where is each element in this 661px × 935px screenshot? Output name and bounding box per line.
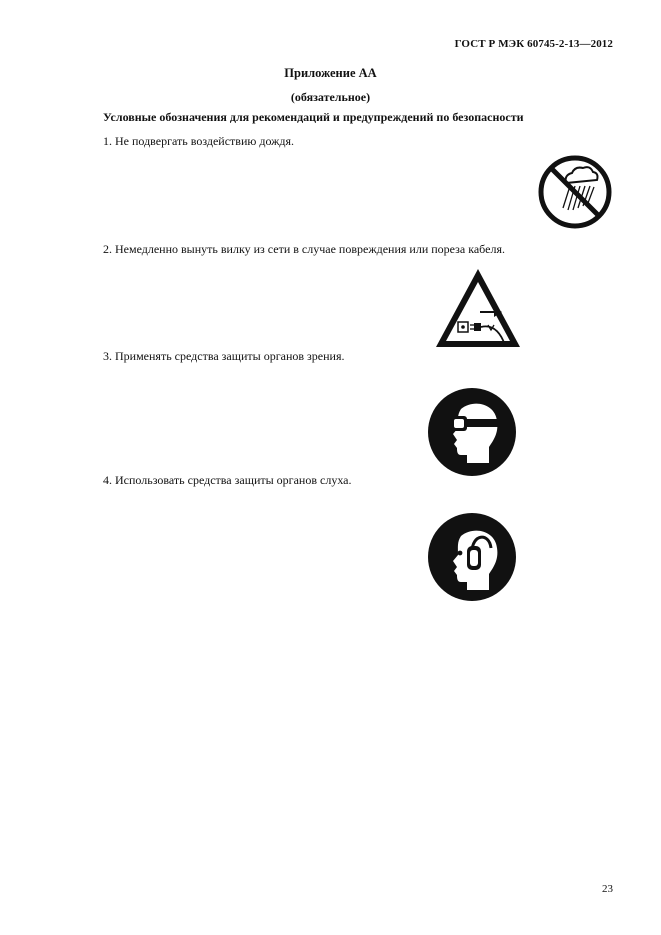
section-heading: Условные обозначения для рекомендаций и предупреждений по безопасности (103, 110, 524, 124)
appendix-subtitle: (обязательное) (290, 90, 371, 104)
unplug-warning-icon (432, 265, 524, 349)
item-2-text: 2. Немедленно вынуть вилку из сети в случае повреждения или пореза кабеля. (103, 242, 505, 256)
item-4-text: 4. Использовать средства защиты органов слуха. (103, 473, 352, 487)
appendix-title: Приложение АА (284, 66, 377, 80)
item-3-text: 3. Применять средства защиты органов зрения. (103, 349, 345, 363)
page-number: 23 (602, 883, 613, 895)
eye-protection-icon (427, 387, 517, 477)
item-1-text: 1. Не подвергать воздействию дождя. (103, 134, 295, 148)
standard-identifier: ГОСТ Р МЭК 60745-2-13—2012 (454, 38, 613, 50)
hearing-protection-icon (427, 512, 517, 602)
no-rain-icon (536, 153, 614, 231)
